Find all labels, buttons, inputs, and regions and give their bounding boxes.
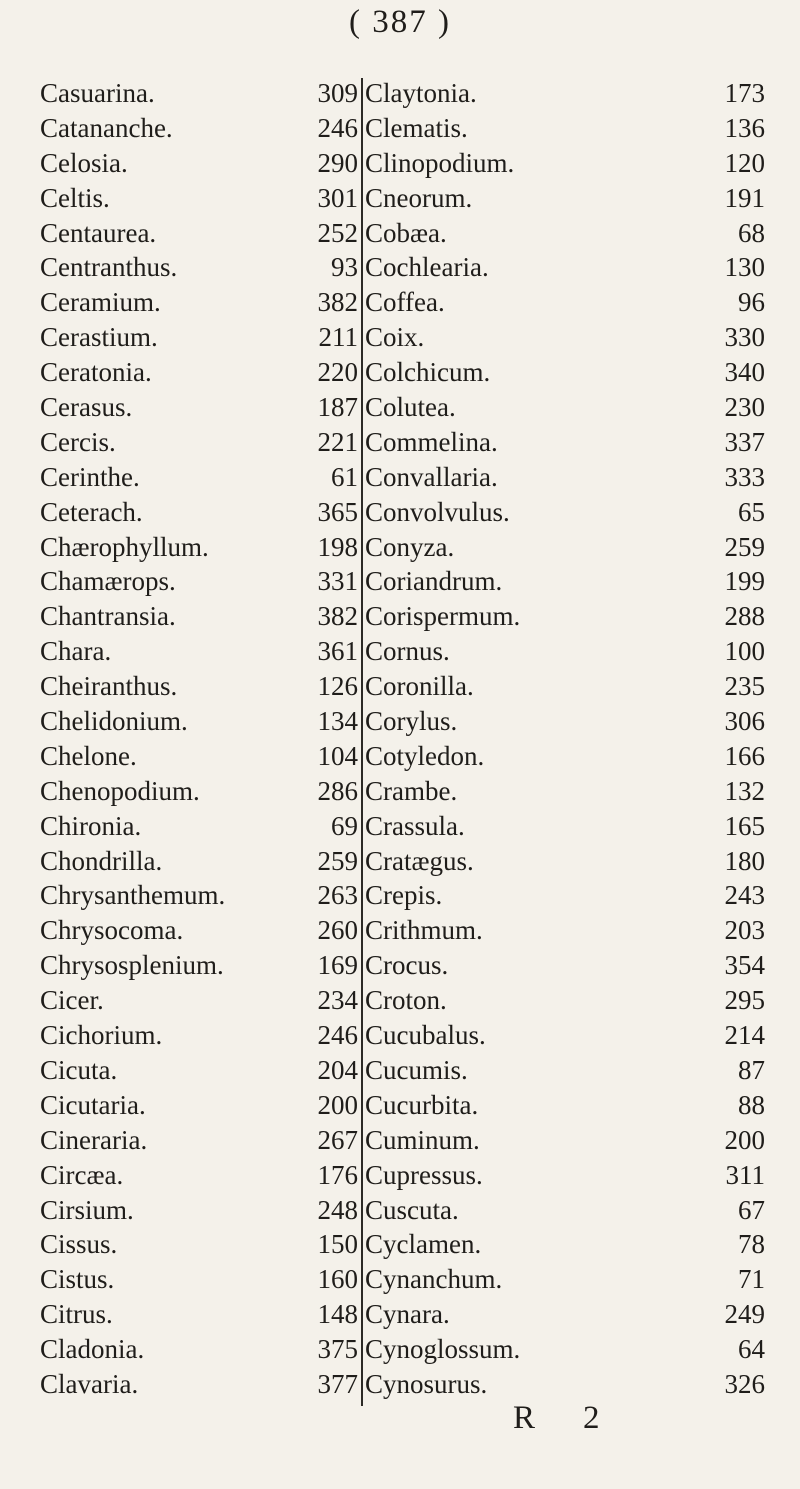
entry-name: Celosia. [40, 147, 128, 178]
index-entry [365, 76, 765, 111]
entry-name: Catananche. [40, 112, 173, 143]
column-divider [361, 78, 363, 1406]
entry-name: Chærophyllum. [40, 531, 209, 562]
entry-page: 93 [331, 252, 358, 283]
entry-name: Convallaria. [365, 461, 498, 492]
entry-name: Ceratonia. [40, 357, 152, 388]
entry-page: 267 [317, 1124, 358, 1155]
index-entry [40, 809, 358, 844]
index-entry [40, 1297, 358, 1332]
entry-name: Citrus. [40, 1299, 113, 1330]
entry-page: 333 [724, 461, 765, 492]
index-entry [365, 634, 765, 669]
index-entry [40, 460, 358, 495]
entry-name: Chrysanthemum. [40, 880, 226, 911]
index-column-left [40, 76, 358, 1402]
index-entry [365, 1262, 765, 1297]
entry-name: Colchicum. [365, 357, 491, 388]
entry-name: Cirsium. [40, 1194, 134, 1225]
entry-page: 260 [317, 915, 358, 946]
entry-name: Chrysosplenium. [40, 950, 224, 981]
index-entry [365, 669, 765, 704]
index-entry [365, 425, 765, 460]
index-entry [40, 1088, 358, 1123]
index-entry [40, 390, 358, 425]
entry-name: Coronilla. [365, 671, 474, 702]
index-entry [40, 1123, 358, 1158]
entry-page: 120 [724, 147, 765, 178]
index-entry [365, 809, 765, 844]
index-entry [40, 530, 358, 565]
entry-page: 173 [724, 78, 765, 108]
entry-page: 180 [724, 845, 765, 876]
entry-name: Casuarina. [40, 78, 155, 108]
entry-name: Centranthus. [40, 252, 178, 283]
entry-page: 160 [317, 1264, 358, 1295]
index-entry [40, 634, 358, 669]
entry-name: Colutea. [365, 392, 456, 423]
signature-number: 2 [583, 1400, 600, 1436]
entry-page: 221 [317, 426, 358, 457]
entry-name: Cucurbita. [365, 1089, 479, 1120]
entry-page: 134 [317, 706, 358, 737]
index-entry [40, 1018, 358, 1053]
entry-page: 295 [724, 985, 765, 1016]
entry-page: 377 [317, 1368, 358, 1399]
entry-name: Cobæa. [365, 217, 447, 248]
entry-page: 200 [317, 1089, 358, 1120]
entry-page: 198 [317, 531, 358, 562]
index-entry [40, 669, 358, 704]
entry-page: 169 [317, 950, 358, 981]
entry-page: 176 [317, 1159, 358, 1190]
entry-name: Cladonia. [40, 1334, 145, 1365]
entry-page: 191 [724, 182, 765, 213]
entry-page: 87 [738, 1054, 765, 1085]
index-entry [365, 1297, 765, 1332]
entry-page: 259 [724, 531, 765, 562]
entry-page: 259 [317, 845, 358, 876]
index-entry [365, 1367, 765, 1402]
index-entry [365, 913, 765, 948]
entry-page: 100 [724, 636, 765, 667]
entry-name: Ceterach. [40, 496, 143, 527]
entry-name: Cucubalus. [365, 1020, 486, 1051]
signature-letter: R [513, 1400, 536, 1436]
entry-name: Cheiranthus. [40, 671, 178, 702]
index-entry [40, 704, 358, 739]
entry-page: 64 [738, 1334, 765, 1365]
entry-name: Cerastium. [40, 322, 158, 353]
index-entry [365, 460, 765, 495]
entry-name: Centaurea. [40, 217, 157, 248]
index-entry [40, 1227, 358, 1262]
entry-page: 187 [317, 392, 358, 423]
index-column-right [365, 76, 765, 1402]
entry-page: 365 [317, 496, 358, 527]
entry-name: Cyclamen. [365, 1229, 482, 1260]
index-entry [40, 948, 358, 983]
index-entry [365, 111, 765, 146]
index-entry [365, 530, 765, 565]
entry-name: Circæa. [40, 1159, 124, 1190]
entry-name: Cerinthe. [40, 461, 140, 492]
entry-page: 220 [317, 357, 358, 388]
entry-page: 234 [317, 985, 358, 1016]
entry-name: Crambe. [365, 775, 458, 806]
index-entry [40, 425, 358, 460]
entry-page: 354 [724, 950, 765, 981]
entry-name: Cissus. [40, 1229, 118, 1260]
entry-name: Cicuta. [40, 1054, 118, 1085]
entry-page: 301 [317, 182, 358, 213]
index-entry [365, 1123, 765, 1158]
entry-name: Cichorium. [40, 1020, 163, 1051]
index-entry [40, 1193, 358, 1228]
entry-name: Cuscuta. [365, 1194, 459, 1225]
entry-name: Celtis. [40, 182, 110, 213]
entry-page: 166 [724, 740, 765, 771]
entry-page: 330 [724, 322, 765, 353]
entry-page: 340 [724, 357, 765, 388]
index-entry [40, 1332, 358, 1367]
index-entry [365, 250, 765, 285]
entry-name: Chara. [40, 636, 112, 667]
entry-name: Clematis. [365, 112, 468, 143]
page-number-header: ( 387 ) [349, 4, 451, 40]
entry-page: 148 [317, 1299, 358, 1330]
index-entry [40, 878, 358, 913]
entry-page: 211 [318, 322, 358, 353]
entry-name: Cucumis. [365, 1054, 468, 1085]
entry-page: 246 [317, 112, 358, 143]
entry-name: Coffea. [365, 287, 445, 318]
entry-page: 311 [725, 1159, 765, 1190]
entry-page: 286 [317, 775, 358, 806]
entry-name: Ceramium. [40, 287, 161, 318]
index-entry [365, 285, 765, 320]
index-entry [40, 111, 358, 146]
entry-page: 246 [317, 1020, 358, 1051]
entry-name: Cynara. [365, 1299, 450, 1330]
entry-page: 132 [724, 775, 765, 806]
index-entry [365, 844, 765, 879]
entry-name: Cupressus. [365, 1159, 483, 1190]
entry-page: 204 [317, 1054, 358, 1085]
index-entry [365, 216, 765, 251]
index-entry [40, 739, 358, 774]
index-entry [365, 320, 765, 355]
index-entry [365, 1053, 765, 1088]
index-entry [40, 285, 358, 320]
entry-page: 67 [738, 1194, 765, 1225]
index-entry [40, 774, 358, 809]
entry-name: Claytonia. [365, 78, 477, 108]
entry-page: 249 [724, 1299, 765, 1330]
index-entry [40, 1053, 358, 1088]
entry-name: Chironia. [40, 810, 142, 841]
entry-name: Clinopodium. [365, 147, 515, 178]
index-entry [365, 1088, 765, 1123]
entry-name: Convolvulus. [365, 496, 510, 527]
index-entry [40, 250, 358, 285]
entry-page: 88 [738, 1089, 765, 1120]
entry-name: Cuminum. [365, 1124, 480, 1155]
entry-page: 290 [317, 147, 358, 178]
index-entry [365, 1193, 765, 1228]
entry-page: 326 [724, 1368, 765, 1399]
entry-name: Coriandrum. [365, 566, 503, 597]
entry-page: 235 [724, 671, 765, 702]
index-entry [365, 704, 765, 739]
index-entry [365, 739, 765, 774]
entry-page: 96 [738, 287, 765, 318]
entry-page: 203 [724, 915, 765, 946]
index-entry [40, 355, 358, 390]
entry-page: 69 [331, 810, 358, 841]
entry-name: Cynoglossum. [365, 1334, 521, 1365]
index-entry [365, 495, 765, 530]
entry-page: 263 [317, 880, 358, 911]
entry-name: Chondrilla. [40, 845, 163, 876]
entry-name: Chamærops. [40, 566, 176, 597]
entry-name: Clavaria. [40, 1368, 139, 1399]
entry-page: 200 [724, 1124, 765, 1155]
entry-name: Corispermum. [365, 601, 521, 632]
entry-name: Cineraria. [40, 1124, 148, 1155]
index-entry [40, 983, 358, 1018]
index-entry [365, 1227, 765, 1262]
index-entry [365, 181, 765, 216]
index-entry [40, 216, 358, 251]
entry-name: Crocus. [365, 950, 449, 981]
entry-name: Cneorum. [365, 182, 473, 213]
entry-name: Chrysocoma. [40, 915, 184, 946]
entry-name: Commelina. [365, 426, 498, 457]
entry-name: Cratægus. [365, 845, 474, 876]
entry-page: 243 [724, 880, 765, 911]
index-entry [365, 146, 765, 181]
index-entry [40, 320, 358, 355]
index-entry [365, 1332, 765, 1367]
index-entry [40, 564, 358, 599]
entry-page: 252 [317, 217, 358, 248]
entry-name: Cicutaria. [40, 1089, 146, 1120]
entry-name: Cicer. [40, 985, 104, 1016]
entry-page: 199 [724, 566, 765, 597]
entry-name: Crassula. [365, 810, 465, 841]
entry-page: 71 [738, 1264, 765, 1295]
entry-page: 306 [724, 706, 765, 737]
entry-name: Crepis. [365, 880, 443, 911]
entry-name: Crithmum. [365, 915, 483, 946]
entry-page: 61 [331, 461, 358, 492]
entry-page: 104 [317, 740, 358, 771]
entry-page: 150 [317, 1229, 358, 1260]
entry-page: 65 [738, 496, 765, 527]
entry-name: Cotyledon. [365, 740, 485, 771]
entry-page: 375 [317, 1334, 358, 1365]
index-entry [365, 1018, 765, 1053]
index-entry [40, 1158, 358, 1193]
entry-name: Cornus. [365, 636, 450, 667]
entry-page: 214 [724, 1020, 765, 1051]
entry-page: 337 [724, 426, 765, 457]
index-entry [365, 983, 765, 1018]
index-entry [365, 355, 765, 390]
index-entry [365, 564, 765, 599]
index-entry [40, 76, 358, 111]
entry-page: 78 [738, 1229, 765, 1260]
entry-page: 136 [724, 112, 765, 143]
index-entry [365, 774, 765, 809]
entry-page: 361 [317, 636, 358, 667]
index-entry [40, 1367, 358, 1402]
index-entry [365, 1158, 765, 1193]
entry-name: Chelidonium. [40, 706, 188, 737]
index-entry [40, 181, 358, 216]
index-entry [365, 599, 765, 634]
entry-name: Chantransia. [40, 601, 176, 632]
entry-name: Cercis. [40, 426, 116, 457]
entry-page: 331 [317, 566, 358, 597]
index-entry [365, 390, 765, 425]
index-entry [40, 146, 358, 181]
entry-name: Chelone. [40, 740, 137, 771]
entry-name: Chenopodium. [40, 775, 200, 806]
entry-name: Cistus. [40, 1264, 115, 1295]
index-entry [40, 599, 358, 634]
index-entry [40, 1262, 358, 1297]
entry-page: 309 [317, 78, 358, 108]
entry-page: 382 [317, 601, 358, 632]
index-entry [40, 913, 358, 948]
entry-name: Coix. [365, 322, 425, 353]
index-entry [40, 495, 358, 530]
entry-name: Corylus. [365, 706, 458, 737]
index-entry [365, 878, 765, 913]
entry-page: 382 [317, 287, 358, 318]
entry-page: 230 [724, 392, 765, 423]
entry-name: Croton. [365, 985, 447, 1016]
index-entry [40, 844, 358, 879]
entry-page: 126 [317, 671, 358, 702]
entry-name: Conyza. [365, 531, 455, 562]
entry-name: Cynosurus. [365, 1368, 488, 1399]
entry-name: Cerasus. [40, 392, 133, 423]
entry-name: Cochlearia. [365, 252, 489, 283]
entry-page: 165 [724, 810, 765, 841]
entry-page: 288 [724, 601, 765, 632]
entry-name: Cynanchum. [365, 1264, 503, 1295]
entry-page: 130 [724, 252, 765, 283]
index-entry [365, 948, 765, 983]
entry-page: 68 [738, 217, 765, 248]
entry-page: 248 [317, 1194, 358, 1225]
